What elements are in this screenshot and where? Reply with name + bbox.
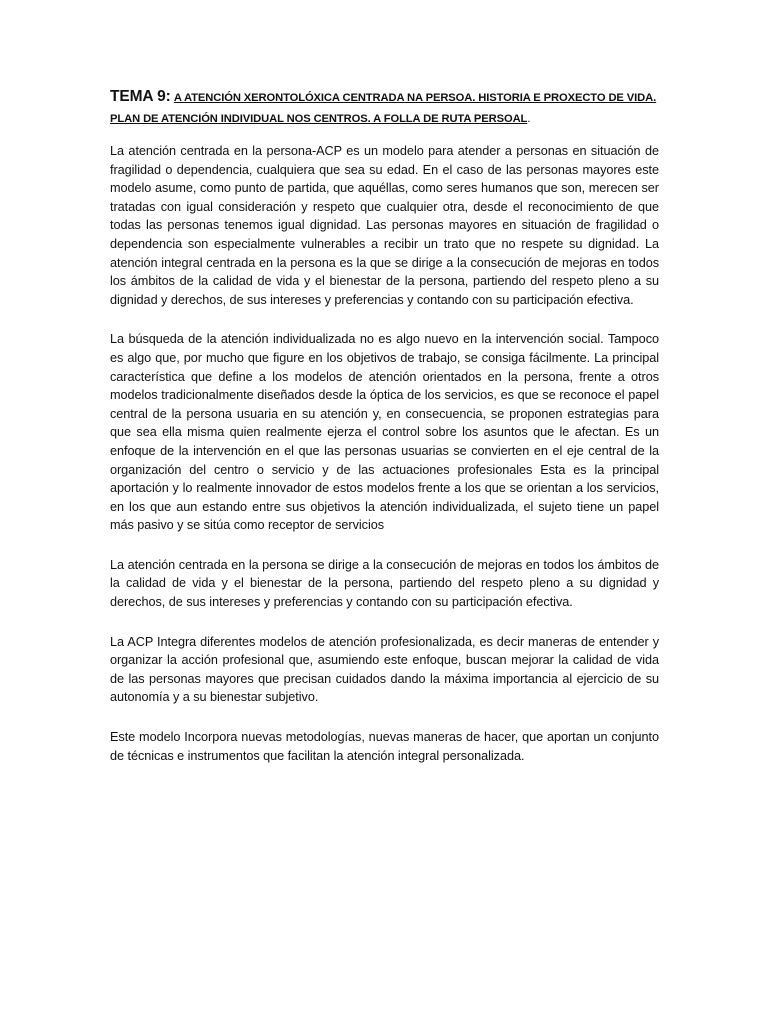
topic-title: A ATENCIÓN XERONTOLÓXICA CENTRADA NA PERSOA. HISTORIA E PROXECTO DE VIDA. PLAN DE ATENCIÓN INDIVIDUAL NOS CENTROS. A FOLLA DE RUTA PERSOAL <box>110 92 657 125</box>
paragraph-acp-definition: La atención centrada en la persona-ACP es un modelo para atender a personas en situación de fragilidad o dependencia, cualquiera que sea su edad. En el caso de las personas mayores este modelo asume, como punto de partida, que aquéllas, como seres humanos que son, merecen ser tratadas con igual consideración y respeto que cualquier otra, desde el reconocimiento de que todas las personas tenemos igual dignidad. Las personas mayores en situación de fragilidad o dependencia son especialmente vulnerables a recibir un trato que no respete su dignidad. La atención integral centrada en la persona es la que se dirige a la consecución de mejoras en todos los ámbitos de la calidad de vida y el bienestar de la persona, partiendo del respeto pleno a su dignidad y derechos, de sus intereses y preferencias y contando con su participación efectiva. <box>110 144 659 307</box>
topic-number: TEMA 9: <box>110 88 171 105</box>
document-heading <box>110 86 659 130</box>
paragraph-quality-of-life: La atención centrada en la persona se dirige a la consecución de mejoras en todos los ámbitos de la calidad de vida y el bienestar de la persona, partiendo del respeto pleno a su dignidad y derechos, de sus intereses y preferencias y contando con su participación efectiva. <box>110 557 659 610</box>
document-page <box>110 86 659 786</box>
title-period: . <box>527 113 531 125</box>
paragraph-individualized-attention: La búsqueda de la atención individualizada no es algo nuevo en la intervención social. Tampoco es algo que, por mucho que figure en los objetivos de trabajo, se consiga fácilmente. La principal característica que define a los modelos de atención orientados en la persona, frente a otros modelos tradicionalmente diseñados desde la óptica de los servicios, es que se reconoce el papel central de la persona usuaria en su atención y, en consecuencia, se proponen estrategias para que sea ella misma quien realmente ejerza el control sobre los asuntos que le afectan. Es un enfoque de la intervención en el que las personas usuarias se convierten en el eje central de la organización del centro o servicio y de las actuaciones profesionales Esta es la principal aportación y lo realmente innovador de estos modelos frente a los que se orientan a los servicios, en los que aun estando entre sus objetivos la atención individualizada, el sujeto tiene un papel más pasivo y se sitúa como receptor de servicios <box>110 332 659 533</box>
paragraph-new-methodologies: Este modelo Incorpora nuevas metodologías, nuevas maneras de hacer, que aportan un conjunto de técnicas e instrumentos que facilitan la atención integral personalizada. <box>110 730 659 763</box>
paragraph-professional-models: La ACP Integra diferentes modelos de atención profesionalizada, es decir maneras de entender y organizar la acción profesional que, asumiendo este enfoque, buscan mejorar la calidad de vida de las personas mayores que precisan cuidados dando la máxima importancia al ejercicio de su autonomía y a su bienestar subjetivo. <box>110 634 659 705</box>
